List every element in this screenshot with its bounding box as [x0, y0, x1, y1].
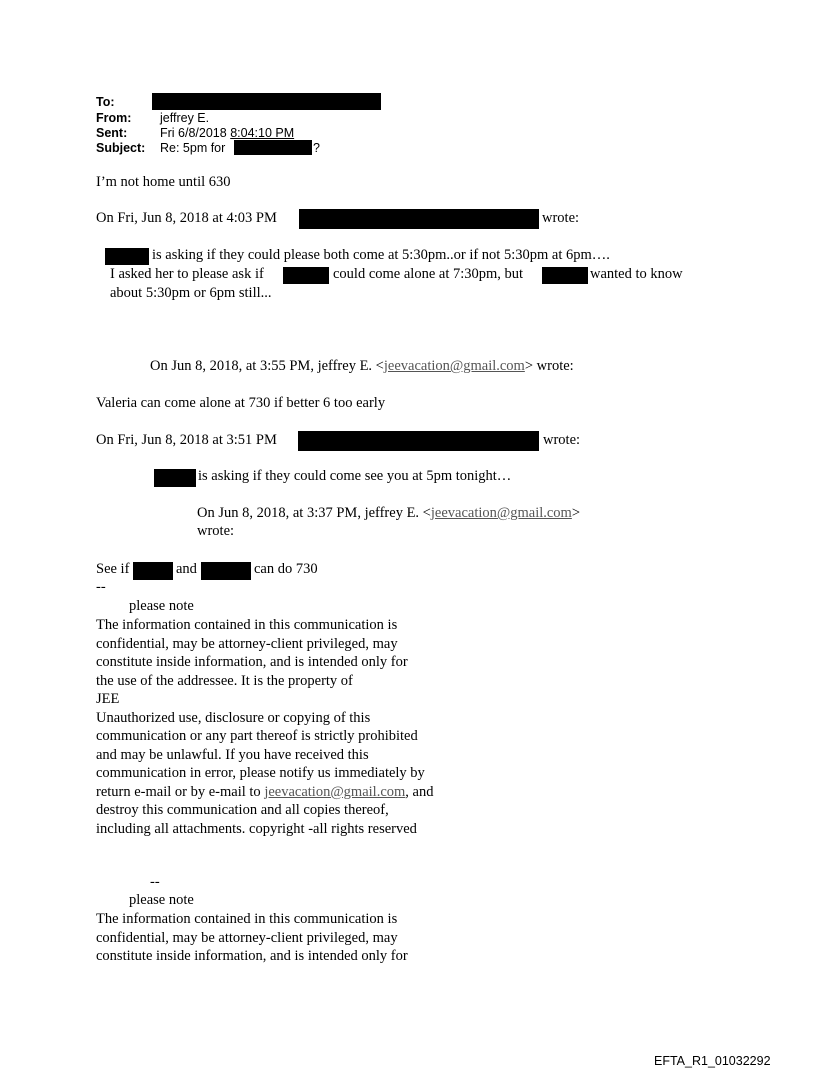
disclaimer2-line: confidential, may be attorney-client privileged, may [96, 929, 398, 946]
disclaimer1-line: destroy this communication and all copies thereof, [96, 802, 389, 818]
msg1-wrote: wrote: [542, 210, 580, 226]
disclaimer2-line: constitute inside information, and is intended only for [96, 948, 408, 964]
disclaimer1-line: constitute inside information, and is intended only for [96, 654, 408, 670]
msg4-wrote: wrote: [197, 523, 235, 539]
msg2-email-link[interactable]: jeevacation@gmail.com [383, 358, 525, 374]
see-if-a: See if [96, 561, 130, 577]
disclaimer1-line: communication or any part thereof is strictly prohibited [96, 728, 418, 744]
msg1-line2-b: could come alone at 7:30pm, but [333, 266, 524, 282]
msg3-intro: On Fri, Jun 8, 2018 at 3:51 PM [96, 432, 277, 448]
msg3-wrote: wrote: [543, 432, 581, 448]
sent-date: Fri 6/8/2018 [160, 126, 231, 140]
msg2-outro: > wrote: [524, 358, 574, 374]
disclaimer2-line: The information contained in this communication is [96, 911, 398, 927]
document-id: EFTA_R1_01032292 [654, 1054, 771, 1068]
disclaimer1-line: confidential, may be attorney-client privileged, may [96, 635, 398, 652]
sent-time: 8:04:10 PM [230, 126, 295, 140]
from-value: jeffrey E. [160, 111, 210, 125]
disclaimer1-return-line [96, 783, 433, 802]
disclaimer1-body [96, 616, 433, 838]
disclaimer2-body [96, 910, 408, 966]
disclaimer1-line: The information contained in this communication is [96, 617, 398, 633]
msg4-line [197, 505, 580, 522]
redaction-msg3-name [154, 469, 196, 487]
reply-valeria: Valeria can come alone at 730 if better 6 too early [96, 395, 386, 411]
disclaimer1-line: and may be unlawful. If you have received this [96, 746, 369, 763]
disclaimer1-return-a: return e-mail or by e-mail to [96, 783, 265, 800]
disclaimer2-dash: -- [150, 874, 160, 890]
subject-label: Subject: [96, 141, 146, 155]
msg1-line2-a: I asked her to please ask if [110, 266, 264, 282]
redaction-msg3-sender [298, 431, 539, 451]
redaction-see-if-name1 [133, 562, 173, 580]
see-if-b: and [176, 561, 197, 577]
disclaimer1-please-note: please note [129, 598, 194, 614]
msg4-intro: On Jun 8, 2018, at 3:37 PM, jeffrey E. < [197, 505, 431, 521]
from-label: From: [96, 111, 132, 125]
disclaimer1-line: communication in error, please notify us immediately by [96, 765, 425, 781]
subject-prefix: Re: 5pm for [160, 141, 226, 155]
disclaimer1-line: JEE [96, 691, 120, 707]
msg1-line3: about 5:30pm or 6pm still... [110, 285, 272, 301]
msg4-email-link[interactable]: jeevacation@gmail.com [430, 505, 572, 521]
msg1-line2-c: wanted to know [590, 266, 683, 282]
disclaimer2-please-note: please note [129, 892, 194, 908]
to-label: To: [96, 95, 115, 109]
msg4-outro: > [571, 505, 581, 521]
msg2-line [150, 358, 574, 375]
msg2-intro: On Jun 8, 2018, at 3:55 PM, jeffrey E. < [150, 358, 384, 374]
msg3-line: is asking if they could come see you at 5pm tonight… [198, 468, 512, 484]
redaction-msg1-name1 [105, 248, 149, 265]
reply-top: I’m not home until 630 [96, 174, 231, 190]
disclaimer1-line: Unauthorized use, disclosure or copying of this [96, 709, 371, 726]
sent-value [160, 126, 294, 140]
redaction-see-if-name2 [201, 562, 251, 580]
redaction-subject [234, 140, 312, 155]
redaction-msg1-name2 [283, 267, 329, 284]
disclaimer1-line: the use of the addressee. It is the property of [96, 672, 353, 689]
subject-suffix: ? [313, 141, 320, 155]
redaction-msg1-name3 [542, 267, 588, 284]
sent-label: Sent: [96, 126, 128, 140]
msg1-intro: On Fri, Jun 8, 2018 at 4:03 PM [96, 210, 277, 226]
msg1-line1: is asking if they could please both come at 5:30pm..or if not 5:30pm at 6pm…. [152, 247, 610, 263]
redaction-recipient [152, 93, 381, 110]
disclaimer1-email-link[interactable]: jeevacation@gmail.com [264, 783, 406, 800]
see-if-c: can do 730 [254, 561, 318, 577]
sig-dash: -- [96, 579, 106, 595]
disclaimer1-line: including all attachments. copyright -all rights reserved [96, 820, 417, 837]
redaction-msg1-sender [299, 209, 539, 229]
disclaimer1-return-b: , and [405, 783, 434, 800]
